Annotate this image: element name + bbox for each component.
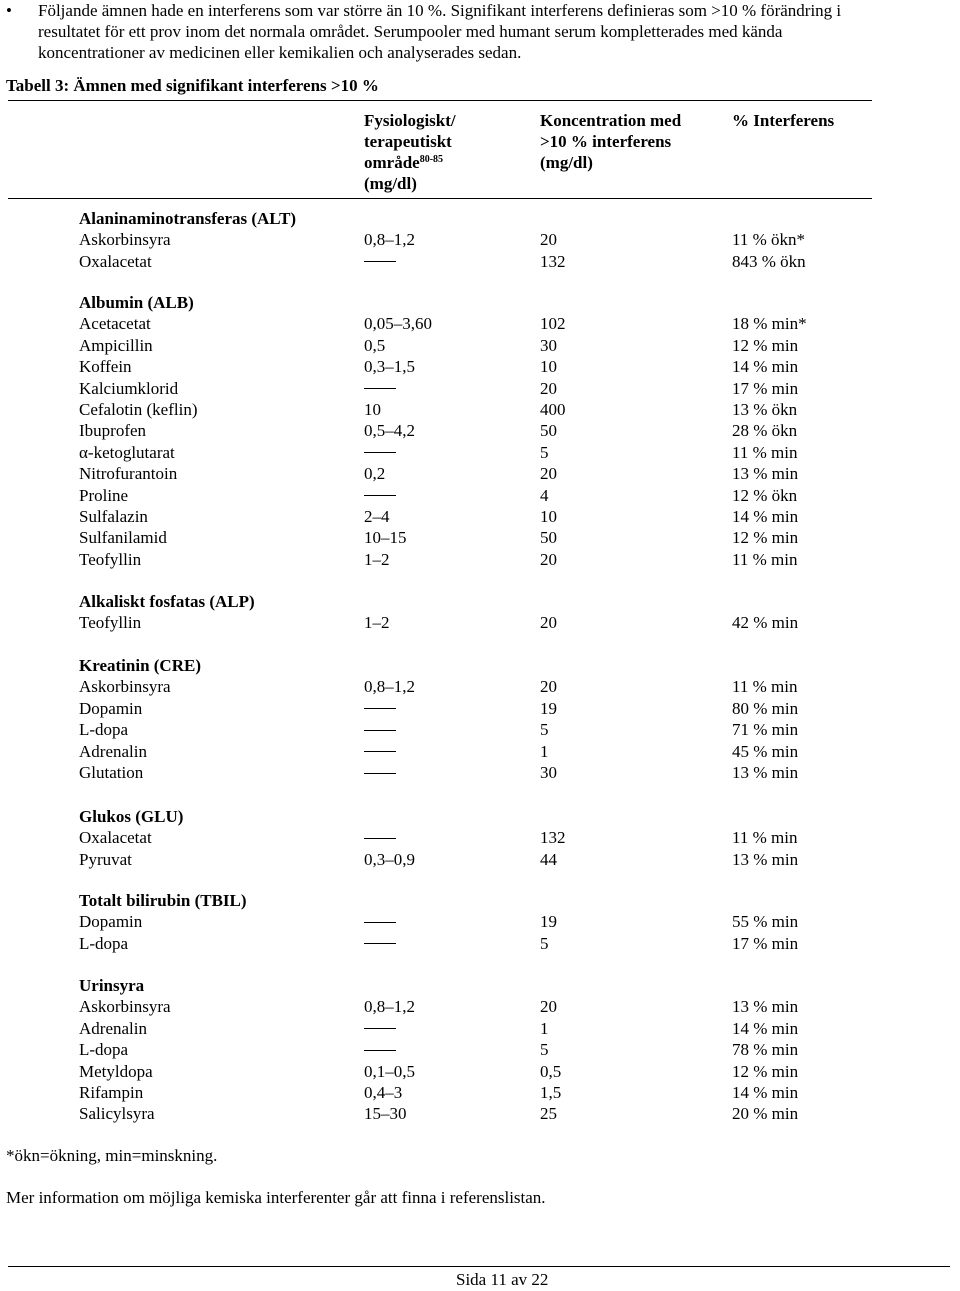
cell-interference: 13 % ökn: [732, 400, 798, 419]
cell-range: 15–30: [364, 1104, 407, 1124]
empty-range-dash: [364, 943, 396, 944]
empty-range-dash: [364, 261, 396, 262]
cell-interference: 71 % min: [732, 720, 799, 740]
cell-interference: 14 % min: [732, 357, 799, 377]
group-title: Kreatinin (CRE): [79, 656, 201, 675]
cell-substance: Sulfanilamid: [79, 528, 167, 548]
table-caption: Tabell 3: Ämnen med signifikant interferens >10 %: [6, 76, 379, 95]
table-row: [0, 527, 960, 549]
table-row: [0, 251, 960, 273]
cell-substance: Sulfalazin: [79, 507, 148, 526]
cell-range: 0,3–0,9: [364, 849, 415, 869]
cell-interference: 11 % min: [732, 442, 798, 462]
table-row: [0, 741, 960, 763]
cell-interference: 78 % min: [732, 1040, 799, 1060]
group-title: Albumin (ALB): [79, 293, 194, 312]
cell-interference: 11 % min: [732, 549, 798, 569]
empty-range-dash: [364, 751, 396, 752]
intro-line: Följande ämnen hade en interferens som var större än 10 %. Signifikant interferens definieras som >10 % förändring i: [38, 1, 842, 20]
table-row: [0, 335, 960, 357]
cell-substance: L-dopa: [79, 720, 129, 740]
cell-concentration: 10: [540, 357, 557, 377]
cell-substance: Nitrofurantoin: [79, 464, 178, 484]
cell-substance: Adrenalin: [79, 1018, 147, 1038]
cell-concentration: 102: [540, 314, 566, 334]
cell-substance: L-dopa: [79, 1040, 129, 1060]
cell-substance: Teofyllin: [79, 549, 142, 569]
empty-range-dash: [364, 1028, 396, 1029]
cell-interference: 11 % min: [732, 677, 798, 697]
cell-range: 0,2: [364, 464, 386, 484]
header-interference: [732, 110, 834, 131]
cell-interference: 13 % min: [732, 849, 799, 869]
cell-substance: Oxalacetat: [79, 251, 152, 271]
cell-concentration: 20: [540, 464, 557, 484]
table-row: [0, 996, 960, 1018]
cell-range: [364, 378, 396, 400]
table-row: [0, 485, 960, 507]
cell-concentration: 30: [540, 763, 557, 782]
cell-interference: 20 % min: [732, 1104, 799, 1124]
empty-range-dash: [364, 922, 396, 923]
cell-interference: 42 % min: [732, 613, 799, 633]
table-row: [0, 229, 960, 251]
footer-rule: [8, 1266, 950, 1267]
cell-interference: 11 % min: [732, 828, 798, 848]
cell-concentration: 1: [540, 741, 549, 761]
header-conc-line: (mg/dl): [540, 153, 593, 172]
empty-range-dash: [364, 730, 396, 731]
cell-interference: 28 % ökn: [732, 421, 798, 441]
cell-range: 0,8–1,2: [364, 677, 415, 697]
cell-concentration: 20: [540, 997, 557, 1017]
table-row: [0, 612, 960, 634]
cell-range: [364, 442, 396, 464]
table-row: [0, 506, 960, 528]
table-row: [0, 549, 960, 571]
cell-concentration: 1: [540, 1018, 549, 1038]
cell-range: 0,8–1,2: [364, 230, 415, 250]
cell-substance: Metyldopa: [79, 1061, 153, 1081]
table-row: [0, 676, 960, 698]
cell-interference: 45 % min: [732, 741, 799, 761]
cell-concentration: 20: [540, 549, 557, 569]
table-top-rule: [8, 100, 872, 101]
header-range-line: terapeutiskt: [364, 132, 452, 151]
cell-range: 0,4–3: [364, 1083, 403, 1102]
cell-concentration: 30: [540, 335, 557, 355]
empty-range-dash: [364, 1050, 396, 1051]
cell-range: 0,8–1,2: [364, 997, 415, 1017]
cell-interference: 12 % min: [732, 528, 799, 548]
cell-substance: Ampicillin: [79, 335, 153, 355]
cell-range: 1–2: [364, 549, 390, 569]
cell-substance: L-dopa: [79, 933, 129, 953]
cell-interference: 17 % min: [732, 933, 799, 953]
table-row: [0, 442, 960, 464]
cell-interference: 14 % min: [732, 1018, 799, 1038]
cell-concentration: 132: [540, 251, 566, 271]
cell-concentration: 19: [540, 698, 557, 718]
cell-substance: Dopamin: [79, 912, 143, 932]
empty-range-dash: [364, 495, 396, 496]
table-row: [0, 399, 960, 421]
cell-substance: Proline: [79, 485, 129, 505]
cell-concentration: 44: [540, 849, 557, 869]
cell-interference: 12 % min: [732, 335, 799, 355]
cell-interference: 80 % min: [732, 698, 799, 718]
cell-concentration: 20: [540, 378, 557, 398]
table-row: [0, 313, 960, 335]
cell-range: 2–4: [364, 507, 390, 526]
header-range-line: [364, 152, 456, 173]
cell-substance: Koffein: [79, 357, 132, 377]
cell-range: [364, 1039, 396, 1061]
cell-substance: Pyruvat: [79, 849, 132, 869]
cell-range: [364, 827, 396, 849]
cell-range: [364, 698, 396, 720]
cell-concentration: 50: [540, 421, 557, 441]
group-title: Alkaliskt fosfatas (ALP): [79, 592, 255, 611]
cell-range: 0,5: [364, 335, 386, 355]
cell-concentration: 10: [540, 507, 557, 526]
cell-substance: Teofyllin: [79, 613, 142, 633]
cell-interference: 55 % min: [732, 912, 799, 932]
table-row: [0, 356, 960, 378]
cell-substance: Oxalacetat: [79, 828, 152, 848]
intro-line: koncentrationer av medicinen eller kemikalien och analyserades sedan.: [38, 43, 522, 62]
more-info-text: Mer information om möjliga kemiska interferenter går att finna i referenslistan.: [6, 1188, 546, 1207]
group-title: Urinsyra: [79, 976, 145, 995]
cell-range: [364, 741, 396, 763]
cell-concentration: 20: [540, 677, 557, 697]
table-row: [0, 762, 960, 784]
cell-concentration: 25: [540, 1104, 557, 1124]
table-row: [0, 849, 960, 871]
cell-range: 0,5–4,2: [364, 421, 415, 441]
cell-concentration: 5: [540, 933, 549, 953]
cell-substance: Askorbinsyra: [79, 997, 171, 1017]
header-conc-line: Koncentration med: [540, 111, 682, 130]
cell-concentration: 0,5: [540, 1061, 562, 1081]
group-title: Glukos (GLU): [79, 807, 184, 826]
cell-range: [364, 251, 396, 273]
cell-range: [364, 1018, 396, 1040]
cell-concentration: 132: [540, 828, 566, 848]
cell-concentration: 5: [540, 442, 549, 462]
cell-range: [364, 933, 396, 955]
cell-range: [364, 762, 396, 784]
cell-range: 10–15: [364, 528, 407, 548]
cell-interference: 12 % min: [732, 1061, 799, 1081]
header-conc: [540, 110, 681, 173]
table-row: [0, 827, 960, 849]
table-row: [0, 1061, 960, 1083]
cell-interference: 11 % ökn*: [732, 230, 806, 250]
header-range: [364, 110, 456, 194]
cell-range: [364, 911, 396, 933]
table-row: [0, 1018, 960, 1040]
cell-substance: Ibuprofen: [79, 421, 147, 441]
table-row: [0, 911, 960, 933]
table-row: [0, 420, 960, 442]
cell-substance: Cefalotin (keflin): [79, 400, 198, 419]
empty-range-dash: [364, 452, 396, 453]
group-title: Alaninaminotransferas (ALT): [79, 209, 297, 228]
cell-interference: 843 % ökn: [732, 251, 806, 271]
cell-concentration: 20: [540, 613, 557, 633]
group-title: Totalt bilirubin (TBIL): [79, 891, 247, 910]
cell-concentration: 19: [540, 912, 557, 932]
table-row: [0, 1103, 960, 1125]
cell-interference: 17 % min: [732, 378, 799, 398]
cell-interference: 13 % min: [732, 763, 799, 782]
cell-concentration: 20: [540, 230, 557, 250]
header-range-line: Fysiologiskt/: [364, 111, 456, 130]
cell-concentration: 5: [540, 720, 549, 740]
cell-interference: 18 % min*: [732, 314, 807, 334]
cell-concentration: 1,5: [540, 1083, 562, 1102]
cell-interference: 12 % ökn: [732, 485, 798, 505]
table-row: [0, 1082, 960, 1104]
header-range-word: område: [364, 153, 420, 172]
header-range-superscript: 80-85: [419, 154, 444, 165]
cell-substance: Glutation: [79, 763, 144, 782]
cell-substance: Adrenalin: [79, 741, 147, 761]
bullet-marker: •: [6, 1, 12, 20]
table-footnote: *ökn=ökning, min=minskning.: [6, 1146, 218, 1165]
intro-line: resultatet för ett prov inom det normala området. Serumpooler med humant serum kompletterades med kända: [38, 22, 783, 41]
cell-range: 0,3–1,5: [364, 357, 415, 377]
cell-concentration: 50: [540, 528, 557, 548]
empty-range-dash: [364, 838, 396, 839]
cell-range: 10: [364, 400, 381, 419]
table-row: [0, 1039, 960, 1061]
cell-interference: 14 % min: [732, 507, 799, 526]
cell-substance: Kalciumklorid: [79, 378, 179, 398]
cell-substance: Dopamin: [79, 698, 143, 718]
table-row: [0, 698, 960, 720]
cell-range: 0,1–0,5: [364, 1061, 415, 1081]
table-header-rule: [8, 198, 872, 199]
cell-concentration: 400: [540, 400, 566, 419]
cell-concentration: 5: [540, 1040, 549, 1060]
header-interference-line: % Interferens: [732, 111, 835, 130]
empty-range-dash: [364, 708, 396, 709]
cell-range: 0,05–3,60: [364, 314, 432, 334]
cell-interference: 13 % min: [732, 464, 799, 484]
cell-substance: Askorbinsyra: [79, 230, 171, 250]
header-range-line: (mg/dl): [364, 174, 417, 193]
cell-substance: Rifampin: [79, 1083, 144, 1102]
cell-substance: Salicylsyra: [79, 1104, 155, 1124]
table-row: [0, 378, 960, 400]
empty-range-dash: [364, 773, 396, 774]
cell-interference: 13 % min: [732, 997, 799, 1017]
table-row: [0, 933, 960, 955]
cell-substance: α-ketoglutarat: [79, 442, 175, 462]
cell-substance: Acetacetat: [79, 314, 151, 334]
cell-substance: Askorbinsyra: [79, 677, 171, 697]
table-row: [0, 719, 960, 741]
cell-concentration: 4: [540, 485, 549, 505]
empty-range-dash: [364, 388, 396, 389]
header-conc-line: >10 % interferens: [540, 132, 672, 151]
cell-range: [364, 719, 396, 741]
table-row: [0, 463, 960, 485]
cell-range: 1–2: [364, 613, 390, 633]
cell-interference: 14 % min: [732, 1083, 799, 1102]
page-number: Sida 11 av 22: [456, 1270, 549, 1289]
cell-range: [364, 485, 396, 507]
